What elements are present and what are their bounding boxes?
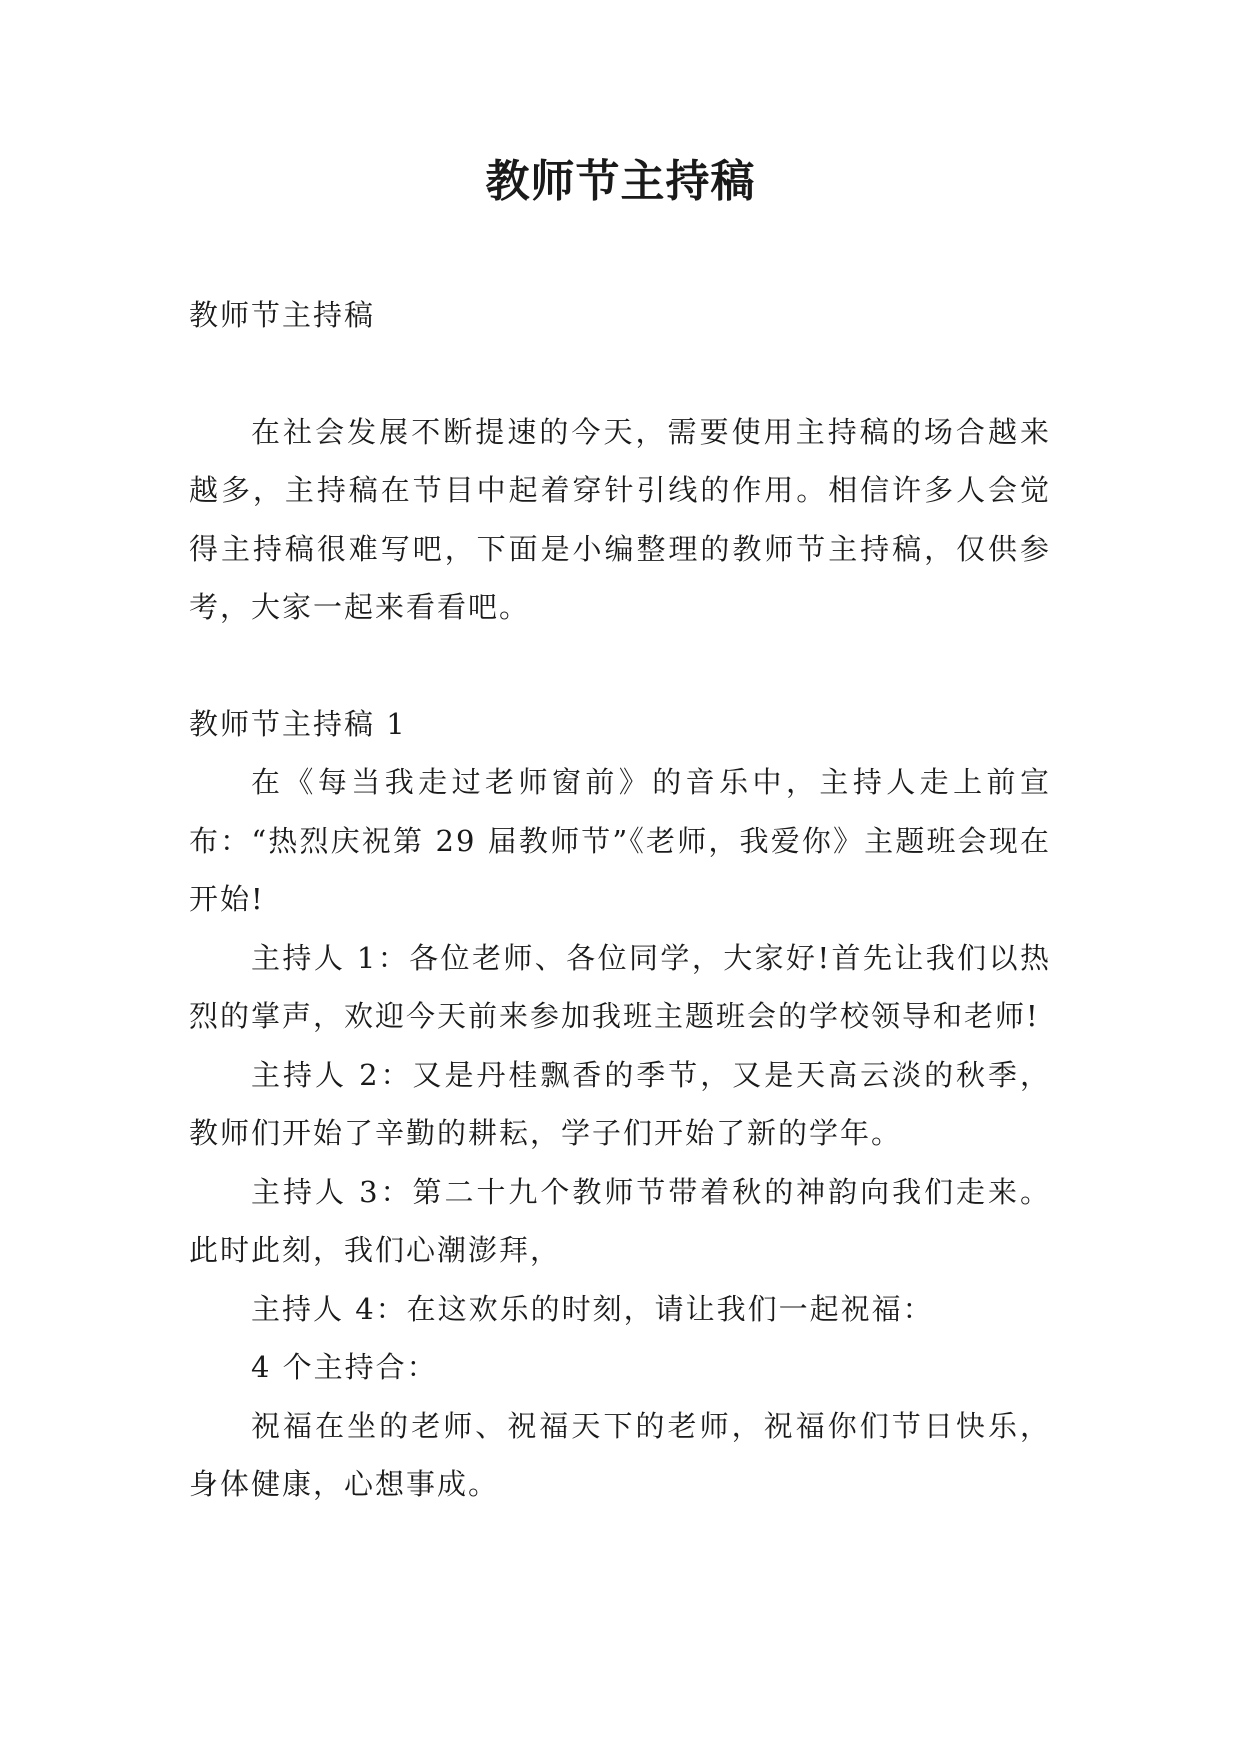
- body-paragraph: 祝福在坐的老师、祝福天下的老师，祝福你们节日快乐，身体健康，心想事成。: [189, 1408, 1051, 1501]
- body-paragraph: 主持人 1：各位老师、各位同学，大家好!首先让我们以热烈的掌声，欢迎今天前来参加我班主题班会的学校领导和老师!: [189, 940, 1051, 1033]
- section-heading: 教师节主持稿 1: [189, 706, 407, 741]
- body-paragraph: 主持人 3：第二十九个教师节带着秋的神韵向我们走来。此时此刻，我们心潮澎拜，: [189, 1174, 1051, 1267]
- paragraph-spacer: [189, 345, 1051, 403]
- document-body: [189, 286, 1051, 1514]
- body-paragraph: 4 个主持合：: [251, 1350, 438, 1384]
- body-paragraph: 主持人 2：又是丹桂飘香的季节，又是天高云淡的秋季，教师们开始了辛勤的耕耘，学子们开始了新的学年。: [189, 1057, 1051, 1150]
- document-title: 教师节主持稿: [485, 156, 756, 207]
- paragraph-spacer: [189, 637, 1051, 695]
- body-paragraph: 在《每当我走过老师窗前》的音乐中，主持人走上前宣布：“热烈庆祝第 29 届教师节”《老师，我爱你》主题班会现在开始!: [189, 765, 1051, 916]
- document-subtitle: 教师节主持稿: [189, 298, 376, 332]
- body-paragraph: 主持人 4：在这欢乐的时刻，请让我们一起祝福：: [251, 1291, 934, 1326]
- intro-paragraph: 在社会发展不断提速的今天，需要使用主持稿的场合越来越多，主持稿在节目中起着穿针引线的作用。相信许多人会觉得主持稿很难写吧，下面是小编整理的教师节主持稿，仅供参考，大家一起来看看吧。: [189, 414, 1051, 624]
